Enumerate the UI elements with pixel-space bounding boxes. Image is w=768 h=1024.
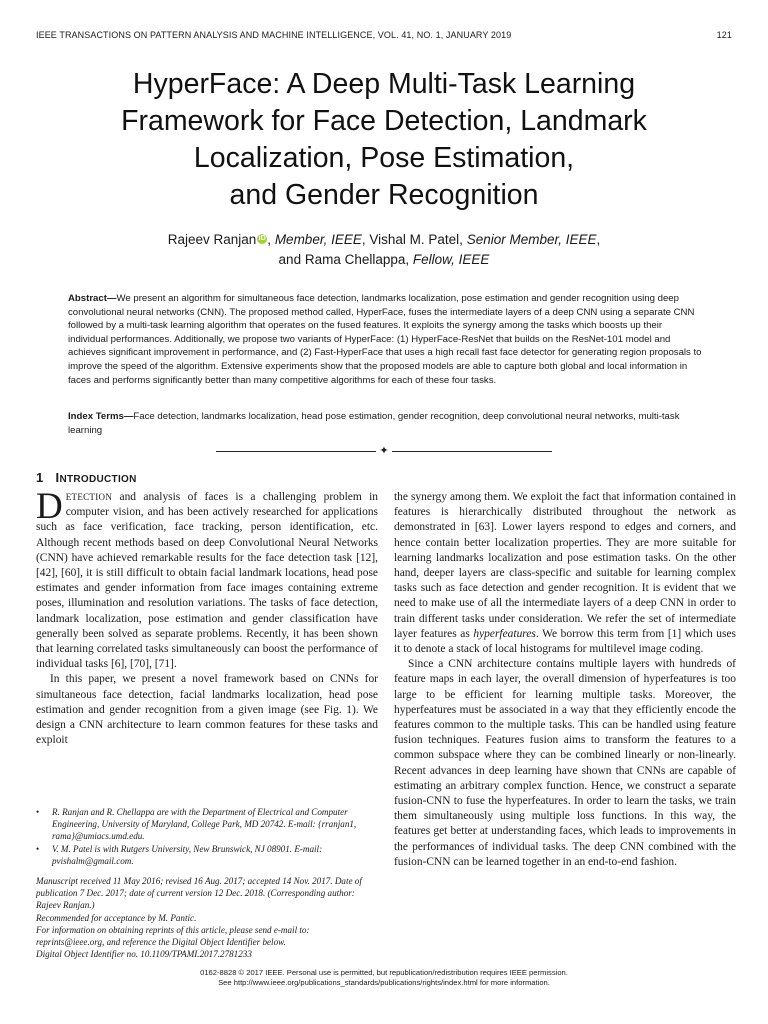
paragraph-text: and analysis of faces is a challenging problem in computer vision, and has been actively researched for applications such as face verification, face tracking, person identification, etc. Although recent methods based on deep Convolutional Neural Networks (CNN) have achieved remarkable results for the face detection task [12], [42], [60], it is still difficult to obtain facial landmark locations, head pose estimates and gender information from face images containing extreme poses, illumination and resolution variations. The tasks of face detection, landmark localization, pose estimation and gender classification have generally been solved as separate problems. Recently, it has been shown that learning correlated tasks simultaneously can boost the performance of individual tasks [6], [70], [71]. [36, 491, 378, 671]
left-column [36, 486, 378, 748]
publication-notes [36, 875, 378, 960]
paragraph-text: . We borrow this term from [1] which uses it to denote a stack of local histograms for multilevel image coding. [394, 627, 736, 656]
first-word-rest: ETECTION [65, 492, 113, 502]
author-role: Fellow, IEEE [412, 252, 490, 267]
page-number: 121 [716, 30, 732, 40]
paper-title [40, 66, 728, 214]
index-terms-text: Face detection, landmarks localization, head pose estimation, gender recognition, deep convolutional neural networks, multi-task learning [68, 411, 680, 436]
index-terms-dash: — [123, 411, 134, 422]
intro-paragraph-4: Since a CNN architecture contains multiple layers with hundreds of feature maps in each layer, the overall dimension of hyperfeatures is too large to be efficient for learning multiple tasks. Moreover, the hyperfeatures must be associated in a way that they efficiently encode the features common to the multiple tasks. This can be handled using feature fusion techniques. Features fusion aims to transform the features to a common subspace where they can be combined linearly or non-linearly. Recent advances in deep learning have shown that CNNs are capable of estimating an arbitrary complex function. Hence, we construct a separate fusion-CNN to fuse the hyperfeatures. In order to learn the tasks, we train them simultaneously using multiple loss functions. In this way, the features get better at understanding faces, which leads to improvements in the performances of individual tasks. The deep CNN combined with the fusion-CNN can be learned together in an end-to-end fashion. [394, 658, 736, 868]
author-name: and Rama Chellappa [278, 252, 406, 267]
footnotes [36, 806, 378, 960]
abstract [68, 292, 704, 387]
orcid-icon[interactable]: iD [258, 235, 266, 242]
recommended-note: Recommended for acceptance by M. Pantic. [36, 912, 197, 923]
separator-line-right [392, 451, 552, 452]
section-title-initial: I [55, 470, 60, 485]
author-name: Rajeev Ranjan [167, 232, 257, 247]
doi-note: Digital Object Identifier no. 10.1109/TPAMI.2017.2781233 [36, 949, 252, 960]
affiliation-text: V. M. Patel is with Rutgers University, New Brunswick, NJ 08901. E-mail: pvishalm@gmail.com. [52, 843, 323, 866]
copyright-link-line: See http://www.ieee.org/publications_standards/publications/rights/index.html for more information. [218, 978, 550, 987]
abstract-label: Abstract [68, 293, 107, 304]
journal-header: IEEE TRANSACTIONS ON PATTERN ANALYSIS AND MACHINE INTELLIGENCE, VOL. 41, NO. 1, JANUARY 2019 [36, 30, 512, 40]
paragraph-text: the synergy among them. We exploit the fact that information contained in features is hierarchically distributed throughout the network as demonstrated in [63]. Lower layers respond to edges and corners, and hence contain better localization properties. They are more suitable for learning landmarks localization and pose estimation tasks. On the other hand, deeper layers are class-specific and suitable for learning complex tasks such as face detection and gender recognition. It is evident that we need to make use of all the intermediate layers of a deep CNN in order to train different tasks under consideration. We refer the set of intermediate layer features as [394, 491, 736, 640]
bullet-icon: • [36, 807, 40, 817]
title-line: HyperFace: A Deep Multi-Task Learning [132, 68, 636, 100]
author-name: Vishal M. Patel [369, 232, 460, 247]
reprints-note: For information on obtaining reprints of this article, please send e-mail to: reprints@ieee.org, and reference the Digital Object Identifier below. [36, 924, 310, 948]
abstract-text: We present an algorithm for simultaneous face detection, landmarks localization, pose estimation and gender recognition using deep convolutional neural networks (CNN). The proposed method called, HyperFace, fuses the intermediate layers of a deep CNN using a separate CNN followed by a multi-task learning algorithm that operates on the fused features. It exploits the synergy among the tasks which boosts up their individual performances. Additionally, we propose two variants of HyperFace: (1) HyperFace-ResNet that builds on the ResNet-101 model and achieves significant improvement in performance, and (2) Fast-HyperFace that uses a high recall fast face detector for generating region proposals to improve the speed of the algorithm. Extensive experiments show that the proposed models are able to capture both global and local information in faces and performs significantly better than many competitive algorithms for each of these four tasks. [68, 293, 702, 386]
author-list: Rajeev Ranjan iD , Member, IEEE, Vishal M. Patel, Senior Member, IEEE, and Rama Chellappa, Fellow, IEEE [167, 232, 601, 267]
copyright-line: 0162-8828 © 2017 IEEE. Personal use is permitted, but republication/redistribution requires IEEE permission. [200, 968, 568, 977]
copyright-notice [36, 968, 732, 988]
intro-paragraph-1 [36, 486, 378, 672]
index-terms-label: Index Terms [68, 411, 124, 422]
affiliation-note [36, 843, 378, 867]
section-heading [36, 470, 137, 485]
section-number: 1 [36, 470, 44, 485]
title-line: and Gender Recognition [229, 179, 539, 211]
title-line: Framework for Face Detection, Landmark [121, 105, 647, 137]
author-role: Member, IEEE [274, 232, 362, 247]
section-separator [216, 446, 552, 456]
author-role: Senior Member, IEEE [466, 232, 597, 247]
abstract-dash: — [106, 293, 117, 304]
section-title-rest: NTRODUCTION [59, 474, 137, 485]
separator-line-left [216, 451, 376, 452]
title-line: Localization, Pose Estimation, [193, 142, 575, 174]
right-column [394, 490, 736, 870]
affiliation-note [36, 806, 378, 843]
intro-paragraph-2: In this paper, we present a novel framework based on CNNs for simultaneous face detection, facial landmarks localization, head pose estimation and gender recognition from a given image (see Fig. 1). We design a CNN architecture to learn common features for these tasks and exploit [36, 673, 378, 747]
intro-paragraph-3 [394, 490, 736, 657]
index-terms [68, 410, 704, 437]
drop-cap: D [36, 486, 63, 527]
emphasis-hyperfeatures: hyperfeatures [473, 627, 536, 640]
running-head [36, 30, 732, 44]
affiliation-text: R. Ranjan and R. Chellappa are with the Department of Electrical and Computer Engineering, University of Maryland, College Park, MD 20742. E-mail: {rranjan1, rama}@umiacs.umd.edu. [52, 807, 357, 842]
received-note: Manuscript received 11 May 2016; revised 16 Aug. 2017; accepted 14 Nov. 2017. Date of publication 7 Dec. 2017; date of current version 12 Dec. 2018. (Corresponding author: Rajeev Ranjan.) [36, 876, 362, 911]
separator-diamond-icon: ✦ [379, 445, 389, 457]
bullet-icon: • [36, 843, 40, 854]
